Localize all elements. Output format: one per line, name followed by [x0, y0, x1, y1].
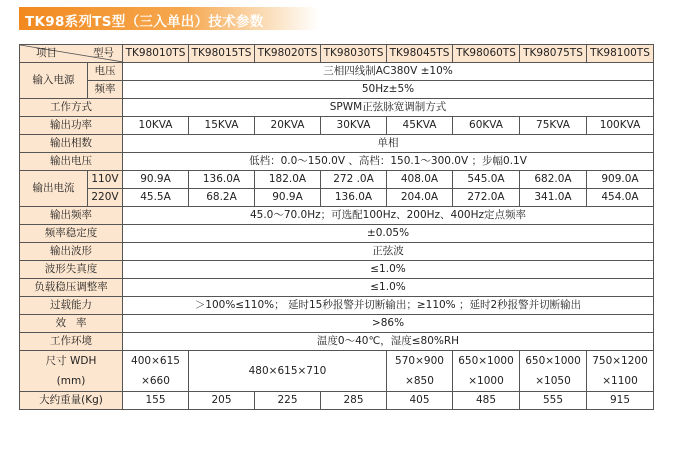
output-power-cell: 15KVA	[189, 117, 255, 135]
overload-value: ＞100%≤110%； 延时15秒报警并切断输出；≥110% ；延时2秒报警并切断输出	[123, 297, 654, 315]
output-phase-label: 输出相数	[20, 135, 123, 153]
dimensions-row	[20, 351, 654, 392]
output-power-label: 输出功率	[20, 117, 123, 135]
model-label: 型号	[93, 47, 114, 59]
weight-cell: 285	[321, 392, 387, 410]
dimensions-label-line2: (mm)	[56, 375, 86, 387]
output-current-cell: 68.2A	[189, 189, 255, 207]
efficiency-value: >86%	[123, 315, 654, 333]
output-current-cell: 272 .0A	[321, 171, 387, 189]
page-title: TK98系列TS型（三入单出）技术参数	[25, 14, 264, 30]
output-voltage-row	[20, 153, 654, 171]
weight-cell: 155	[123, 392, 189, 410]
output-power-cell: 20KVA	[255, 117, 321, 135]
output-current-cell: 545.0A	[453, 171, 520, 189]
model-header: TK98075TS	[520, 45, 587, 63]
dimensions-cell: 480×615×710	[189, 351, 387, 392]
efficiency-row	[20, 315, 654, 333]
output-wave-row	[20, 243, 654, 261]
output-power-cell: 75KVA	[520, 117, 587, 135]
output-current-cell: 90.9A	[255, 189, 321, 207]
dimensions-cell	[453, 351, 520, 392]
weight-cell: 485	[453, 392, 520, 410]
work-mode-value: SPWM正弦脉宽调制方式	[123, 99, 654, 117]
input-voltage-label: 电压	[88, 63, 123, 81]
efficiency-label: 效 率	[20, 315, 123, 333]
output-current-cell: 272.0A	[453, 189, 520, 207]
load-regulation-row	[20, 279, 654, 297]
weight-cell: 405	[387, 392, 453, 410]
freq-stability-row	[20, 225, 654, 243]
output-wave-value: 正弦波	[123, 243, 654, 261]
output-freq-row	[20, 207, 654, 225]
output-voltage-label: 输出电压	[20, 153, 123, 171]
dimensions-line: 400×615	[131, 355, 180, 367]
model-header: TK98015TS	[189, 45, 255, 63]
input-power-label: 输入电源	[20, 63, 88, 99]
overload-label: 过载能力	[20, 297, 123, 315]
output-current-cell: 136.0A	[321, 189, 387, 207]
header-corner-cell	[20, 45, 123, 63]
weight-row	[20, 392, 654, 410]
output-voltage-value: 低档：0.0～150.0V 、高档：150.1～300.0V ；步幅0.1V	[123, 153, 654, 171]
model-header: TK98100TS	[587, 45, 654, 63]
dimensions-line: ×660	[141, 375, 170, 387]
dimensions-line: ×1100	[602, 375, 638, 387]
dimensions-cell	[520, 351, 587, 392]
output-power-cell: 100KVA	[587, 117, 654, 135]
dimensions-cell	[587, 351, 654, 392]
output-current-cell: 45.5A	[123, 189, 189, 207]
output-phase-row	[20, 135, 654, 153]
output-power-cell: 45KVA	[387, 117, 453, 135]
wave-distortion-value: ≤1.0%	[123, 261, 654, 279]
environment-value: 温度0～40℃，湿度≤80%RH	[123, 333, 654, 351]
dimensions-line: ×850	[405, 375, 434, 387]
input-voltage-value: 三相四线制AC380V ±10%	[123, 63, 654, 81]
work-mode-label: 工作方式	[20, 99, 123, 117]
input-voltage-row	[20, 63, 654, 81]
output-freq-value: 45.0～70.0Hz；可选配100Hz、200Hz、400Hz定点频率	[123, 207, 654, 225]
output-current-cell: 204.0A	[387, 189, 453, 207]
dimensions-label	[20, 351, 123, 392]
weight-cell: 225	[255, 392, 321, 410]
dimensions-line: 570×900	[395, 355, 444, 367]
load-regulation-value: ≤1.0%	[123, 279, 654, 297]
dimensions-line: 650×1000	[458, 355, 514, 367]
output-current-cell: 909.0A	[587, 171, 654, 189]
weight-label: 大约重量(Kg)	[20, 392, 123, 410]
freq-stability-label: 频率稳定度	[20, 225, 123, 243]
model-header: TK98020TS	[255, 45, 321, 63]
output-power-cell: 10KVA	[123, 117, 189, 135]
output-current-cell: 136.0A	[189, 171, 255, 189]
dimensions-line: ×1050	[535, 375, 571, 387]
output-current-label: 输出电流	[20, 171, 88, 207]
model-header: TK98045TS	[387, 45, 453, 63]
header-row	[20, 45, 654, 63]
wave-distortion-row	[20, 261, 654, 279]
weight-cell: 555	[520, 392, 587, 410]
output-wave-label: 输出波形	[20, 243, 123, 261]
overload-row	[20, 297, 654, 315]
wave-distortion-label: 波形失真度	[20, 261, 123, 279]
output-power-row	[20, 117, 654, 135]
dimensions-cell	[123, 351, 189, 392]
dimensions-cell	[387, 351, 453, 392]
output-current-110-label: 110V	[88, 171, 123, 189]
output-current-cell: 341.0A	[520, 189, 587, 207]
dimensions-line: ×1000	[468, 375, 504, 387]
title-banner	[19, 7, 319, 30]
output-current-220-row	[20, 189, 654, 207]
model-header: TK98030TS	[321, 45, 387, 63]
work-mode-row	[20, 99, 654, 117]
dimensions-label-line1: 尺寸 WDH	[45, 355, 97, 367]
input-freq-row	[20, 81, 654, 99]
output-current-cell: 682.0A	[520, 171, 587, 189]
output-power-cell: 30KVA	[321, 117, 387, 135]
input-freq-value: 50Hz±5%	[123, 81, 654, 99]
freq-stability-value: ±0.05%	[123, 225, 654, 243]
item-label: 项目	[36, 47, 57, 59]
output-phase-value: 单相	[123, 135, 654, 153]
output-current-cell: 408.0A	[387, 171, 453, 189]
model-header: TK98010TS	[123, 45, 189, 63]
environment-row	[20, 333, 654, 351]
weight-cell: 915	[587, 392, 654, 410]
output-current-cell: 182.0A	[255, 171, 321, 189]
output-current-220-label: 220V	[88, 189, 123, 207]
output-current-110-row	[20, 171, 654, 189]
dimensions-line: 650×1000	[525, 355, 581, 367]
spec-table	[19, 44, 654, 410]
output-power-cell: 60KVA	[453, 117, 520, 135]
output-current-cell: 454.0A	[587, 189, 654, 207]
input-freq-label: 频率	[88, 81, 123, 99]
output-current-cell: 90.9A	[123, 171, 189, 189]
output-freq-label: 输出频率	[20, 207, 123, 225]
load-regulation-label: 负载稳压调整率	[20, 279, 123, 297]
dimensions-line: 750×1200	[592, 355, 648, 367]
weight-cell: 205	[189, 392, 255, 410]
model-header: TK98060TS	[453, 45, 520, 63]
environment-label: 工作环境	[20, 333, 123, 351]
